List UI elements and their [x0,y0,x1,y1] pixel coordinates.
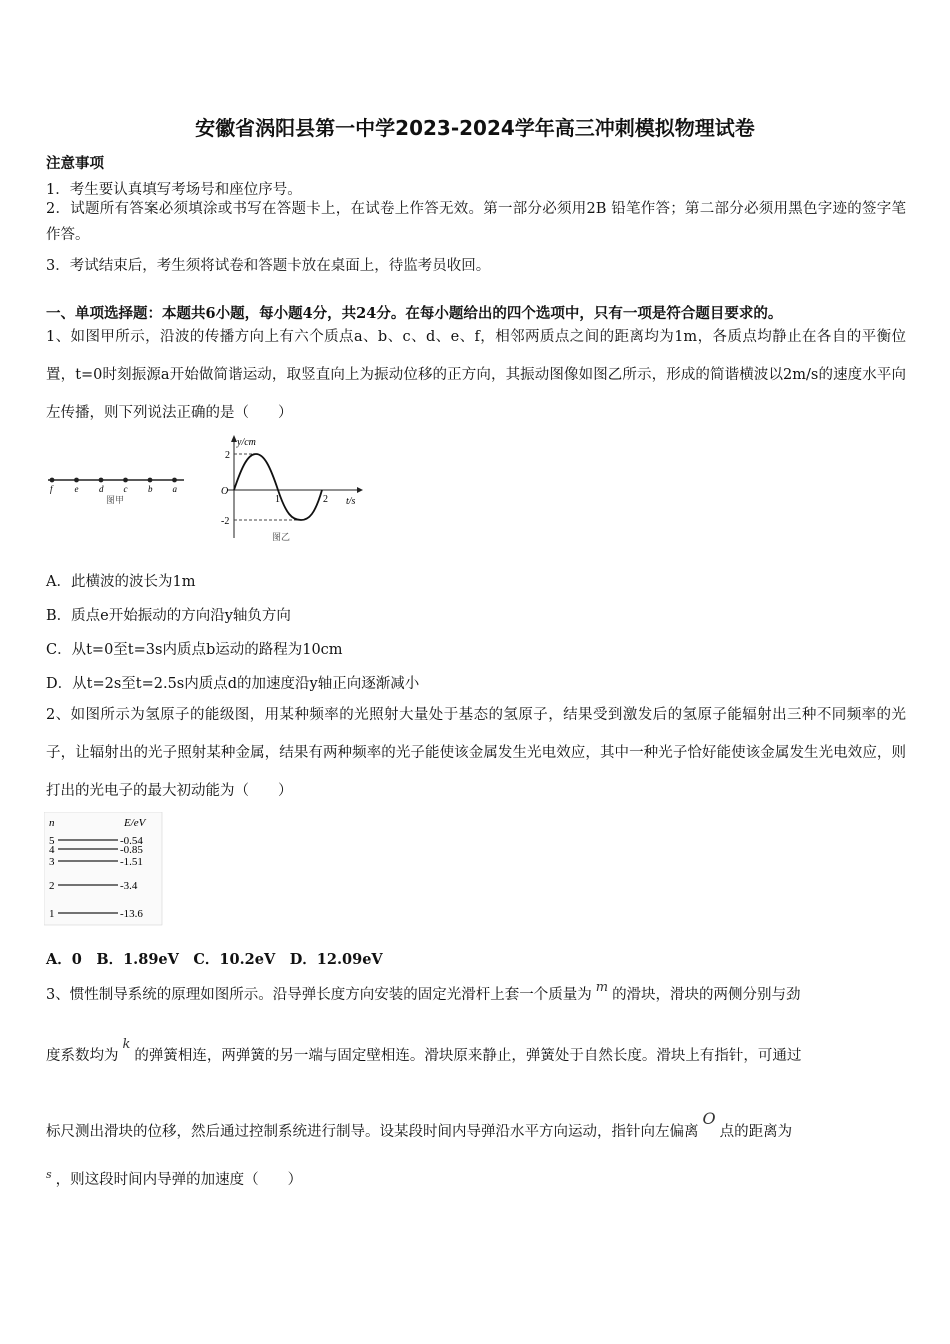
figure-b-caption: 图乙 [272,532,291,542]
x-tick-1: 1 [275,494,280,505]
q3-line-1 [46,980,801,1004]
point-d-label: d [99,484,104,494]
q2-stem: 2、如图所示为氢原子的能级图，用某种频率的光照射大量处于基态的氢原子，结果受到激发后的氢原子能辐射出三种不同频率的光子，让辐射出的光子照射某种金属，结果有两种频率的光子能使该金属发生光电效应，其中一种光子恰好能使该金属发生光电效应，则打出的光电子的最大初动能为（ ） [46,707,906,799]
q3-line1b-text: 的滑块，滑块的两侧分别与劲 [612,987,801,1003]
level-1-energy: -13.6 [120,908,143,920]
point-e-dot [74,478,79,483]
point-d-dot [99,478,104,483]
level-1-n: 1 [49,908,55,920]
notice-item-2: 2．试题所有答案必须填涂或书写在答题卡上，在试卷上作答无效。第一部分必须用2B 铅笔作答；第二部分必须用黑色字迹的签字笔作答。 [46,201,906,243]
section-heading: 一、单项选择题：本题共6小题，每小题4分，共24分。在每小题给出的四个选项中，只有一项是符合题目要求的。 [46,305,783,322]
level-2-energy: -3.4 [120,880,138,892]
y-tick-max: 2 [225,450,230,461]
level-5-energy: -0.54 [120,835,143,847]
notice-item-1: 1．考生要认真填写考场号和座位序号。 [46,182,302,198]
q3-line1-text: 3、惯性制导系统的原理如图所示。沿导弹长度方向安装的固定光滑杆上套一个质量为 [46,987,592,1003]
q1-option-c: C．从t=0至t=3s内质点b运动的路程为10cm [46,642,343,658]
symbol-o: O [702,1109,716,1128]
figure-a-caption: 图甲 [106,495,125,505]
notice-heading: 注意事项 [46,155,104,172]
x-tick-2: 2 [323,494,328,505]
sine-curve [234,454,322,520]
point-a-label: a [172,484,177,494]
level-5-n: 5 [49,835,55,847]
q1-option-d: D．从t=2s至t=2.5s内质点d的加速度沿y轴正向逐渐减小 [46,676,420,692]
q1-figure-a [44,470,194,510]
point-b-dot [148,478,153,483]
level-3-energy: -1.51 [120,856,143,868]
q3-line3b-text: 点的距离为 [719,1124,793,1140]
e-header: E/eV [124,817,146,829]
point-f-dot [50,478,55,483]
n-header: n [49,817,55,829]
q2-energy-level-diagram [44,812,164,927]
q3-line4-text: ，则这段时间内导弹的加速度（ ） [55,1172,303,1188]
q3-line2a-text: 度系数均为 [46,1048,119,1064]
symbol-s: s [46,1168,52,1181]
q1-option-b: B．质点e开始振动的方向沿y轴负方向 [46,608,291,624]
point-c-label: c [123,484,128,494]
x-axis-label: t/s [346,496,356,507]
point-f-label: f [50,484,53,494]
page-title: 安徽省涡阳县第一中学2023-2024学年高三冲刺模拟物理试卷 [195,116,755,140]
y-axis-label: y/cm [237,437,256,448]
q1-option-a: A．此横波的波长为1m [46,574,196,590]
notice-item-3: 3．考试结束后，考生须将试卷和答题卡放在桌面上，待监考员收回。 [46,258,491,274]
level-3-n: 3 [49,856,55,868]
q3-line3a-text: 标尺测出滑块的位移，然后通过控制系统进行制导。设某段时间内导弹沿水平方向运动，指针向左偏离 [46,1124,699,1140]
q3-line-4 [46,1168,302,1189]
origin-label: O [221,486,229,497]
t-axis-arrow [357,487,363,493]
q2-options: A．0 B．1.89eV C．10.2eV D．12.09eV [46,951,383,968]
level-4-n: 4 [49,844,55,856]
symbol-m: m [595,980,609,995]
q3-line-3 [46,1109,793,1141]
point-a-dot [172,478,177,483]
level-4-energy: -0.85 [120,844,143,856]
q3-line2b-text: 的弹簧相连，两弹簧的另一端与固定壁相连。滑块原来静止，弹簧处于自然长度。滑块上有指针，可通过 [134,1048,802,1064]
q3-line-2 [46,1037,802,1065]
y-tick-min: -2 [221,516,230,527]
point-e-label: e [74,484,79,494]
point-c-dot [123,478,128,483]
symbol-k: k [122,1037,131,1052]
q1-figure-b [215,432,365,547]
point-b-label: b [148,484,153,494]
level-2-n: 2 [49,880,55,892]
q1-stem: 1、如图甲所示，沿波的传播方向上有六个质点a、b、c、d、e、f，相邻两质点之间的距离均为1m，各质点均静止在各自的平衡位置，t=0时刻振源a开始做简谐运动，取竖直向上为振动位移的正方向，其振动图像如图乙所示，形成的简谐横波以2m/s的速度水平向左传播，则下列说法正确的是（ ） [46,329,906,421]
